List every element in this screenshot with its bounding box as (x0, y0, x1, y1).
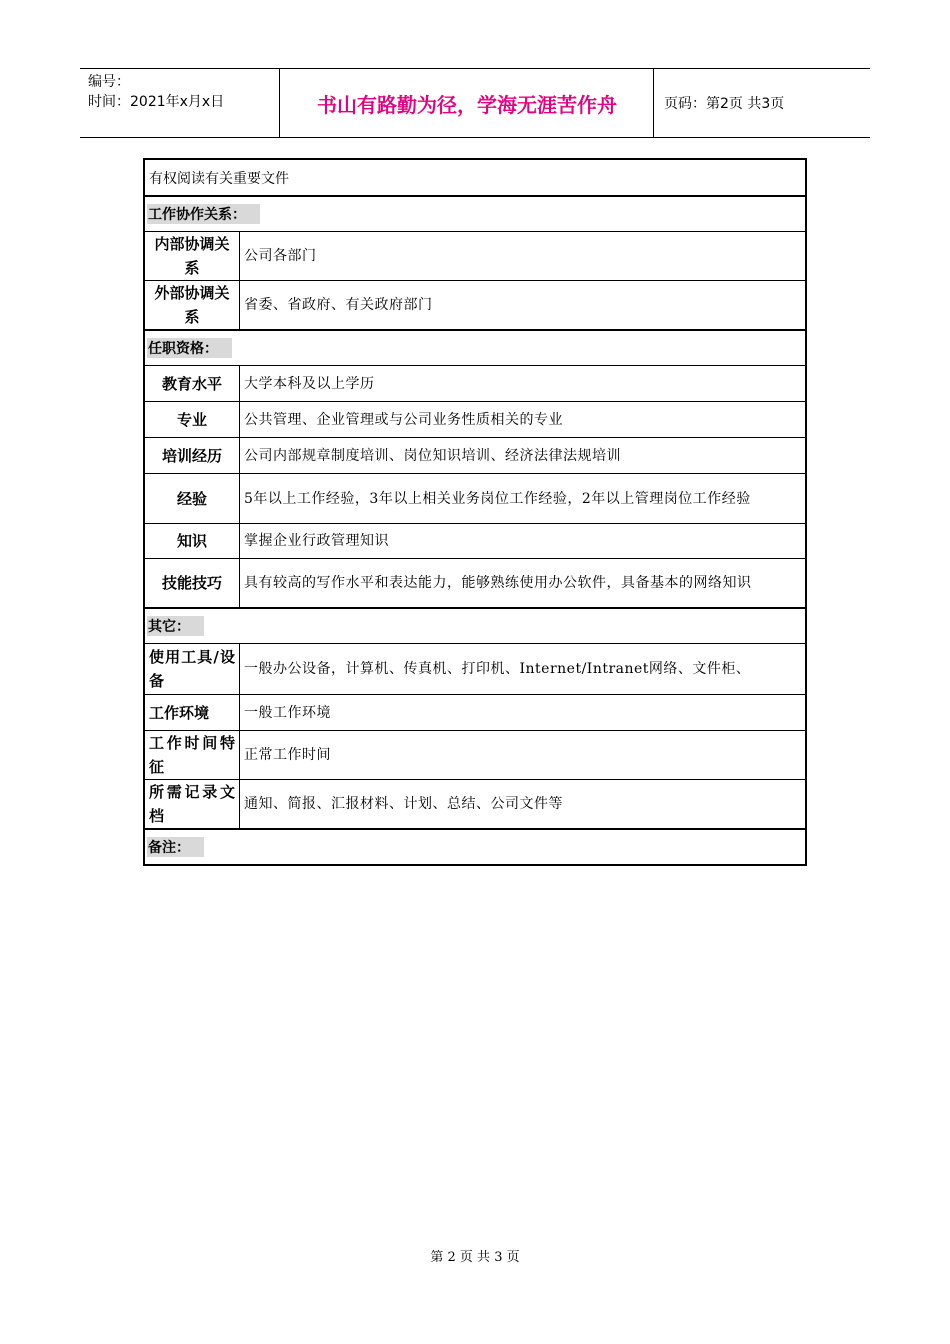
row-value: 5年以上工作经验，3年以上相关业务岗位工作经验，2年以上管理岗位工作经验 (244, 490, 751, 507)
row-value: 通知、简报、汇报材料、计划、总结、公司文件等 (244, 796, 563, 812)
table-row (145, 438, 805, 474)
section-title: 其它： (147, 616, 204, 636)
reading-rights-text: 有权阅读有关重要文件 (149, 170, 289, 187)
table-row (145, 695, 805, 731)
table-row (145, 366, 805, 402)
section-other-header (145, 609, 805, 644)
table-row (145, 281, 805, 331)
row-label: 培训经历 (145, 438, 240, 473)
table-row (145, 232, 805, 281)
row-value: 一般办公设备，计算机、传真机、打印机、Internet/Intranet网络、文件柜、 (244, 661, 751, 677)
row-label: 工作时间特征 (145, 731, 240, 779)
row-value: 一般工作环境 (244, 704, 331, 721)
row-label: 专业 (145, 402, 240, 437)
section-qualification-header (145, 331, 805, 366)
page-footer: 第 2 页 共 3 页 (430, 1250, 520, 1265)
row-value: 公司各部门 (244, 248, 317, 264)
row-label: 教育水平 (145, 366, 240, 401)
job-description-table (143, 158, 807, 866)
table-row (145, 474, 805, 524)
row-value: 大学本科及以上学历 (244, 375, 375, 392)
document-time-label: 时间：2021年x月x日 (88, 94, 225, 110)
section-title: 工作协作关系： (147, 204, 260, 224)
page-header (80, 68, 870, 138)
table-row (145, 780, 805, 830)
section-cooperation-header (145, 197, 805, 232)
row-label: 所需记录文档 (145, 780, 240, 828)
row-label: 使用工具/设备 (145, 644, 240, 694)
document-number-label: 编号： (88, 74, 130, 90)
header-motto: 书山有路勤为径，学海无涯苦作舟 (281, 69, 654, 137)
header-meta (80, 69, 280, 137)
row-value: 公司内部规章制度培训、岗位知识培训、经济法律法规培训 (244, 447, 621, 464)
row-label: 知识 (145, 524, 240, 558)
row-label: 经验 (145, 474, 240, 523)
section-title: 任职资格： (147, 338, 232, 358)
table-row (145, 402, 805, 438)
row-value: 公共管理、企业管理或与公司业务性质相关的专业 (244, 411, 563, 428)
row-value: 省委、省政府、有关政府部门 (244, 297, 433, 313)
section-remarks-header (145, 830, 805, 864)
row-label: 技能技巧 (145, 559, 240, 607)
row-value: 掌握企业行政管理知识 (244, 533, 389, 549)
table-row (145, 731, 805, 780)
section-title: 备注： (147, 837, 204, 857)
row-label: 工作环境 (145, 695, 240, 730)
row-value: 具有较高的写作水平和表达能力，能够熟练使用办公软件，具备基本的网络知识 (244, 575, 752, 591)
row-value: 正常工作时间 (244, 747, 331, 763)
row-label: 内部协调关系 (145, 232, 240, 280)
table-row (145, 160, 805, 197)
table-row (145, 644, 805, 695)
row-label: 外部协调关系 (145, 281, 240, 329)
table-row (145, 524, 805, 559)
header-page-info: 页码：第2页 共3页 (664, 96, 785, 112)
table-row (145, 559, 805, 609)
